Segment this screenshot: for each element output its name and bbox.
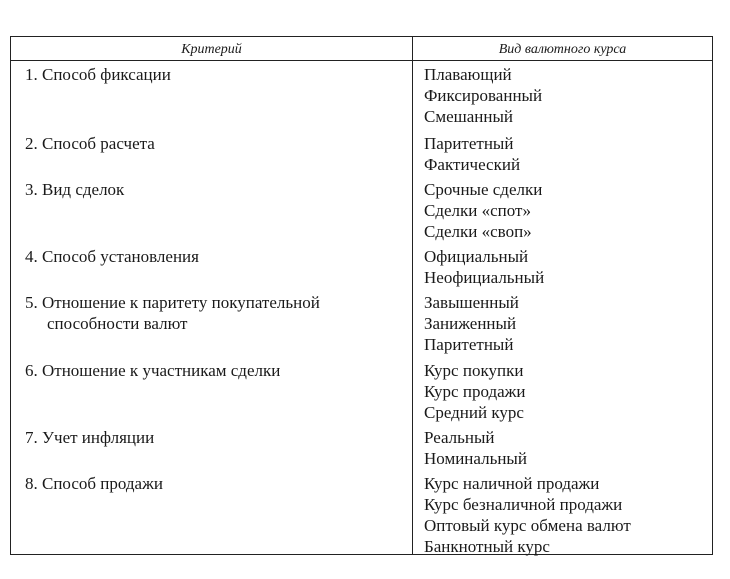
- rate-types-cell: [424, 64, 706, 127]
- header-divider: [11, 60, 712, 61]
- rate-types-cell: [424, 292, 706, 355]
- currency-rate-table: [10, 36, 713, 555]
- rate-type: Паритетный: [424, 134, 514, 153]
- criterion-cell: [25, 179, 407, 200]
- criterion-text: 2. Способ расчета: [25, 134, 155, 153]
- criterion-text: 8. Способ продажи: [25, 474, 163, 493]
- criterion-text: 6. Отношение к участникам сделки: [25, 361, 281, 380]
- rate-types-cell: [424, 360, 706, 423]
- rate-type: Курс продажи: [424, 382, 526, 401]
- criterion-cell: [25, 133, 407, 154]
- rate-types-cell: [424, 427, 706, 469]
- rate-type: Фактический: [424, 155, 521, 174]
- criterion-text-continued: способности валют: [47, 314, 188, 333]
- rate-type: Завышенный: [424, 293, 519, 312]
- rate-type: Банкнотный курс: [424, 537, 550, 556]
- rate-type: Фиксированный: [424, 86, 543, 105]
- criterion-text: 1. Способ фиксации: [25, 65, 171, 84]
- rate-types-cell: [424, 246, 706, 288]
- rate-type: Неофициальный: [424, 268, 545, 287]
- criterion-text: 4. Способ установления: [25, 247, 199, 266]
- criterion-text: 3. Вид сделок: [25, 180, 125, 199]
- header-rate-type: Вид валютного курса: [498, 42, 627, 57]
- criterion-cell: [25, 360, 407, 381]
- criterion-cell: [25, 64, 407, 85]
- rate-type: Средний курс: [424, 403, 524, 422]
- rate-type: Срочные сделки: [424, 180, 543, 199]
- rate-type: Сделки «своп»: [424, 222, 532, 241]
- rate-types-cell: [424, 179, 706, 242]
- criterion-text: 7. Учет инфляции: [25, 428, 155, 447]
- rate-type: Реальный: [424, 428, 495, 447]
- column-divider: [412, 37, 413, 554]
- rate-type: Заниженный: [424, 314, 517, 333]
- criterion-cell: [25, 246, 407, 267]
- rate-type: Сделки «спот»: [424, 201, 531, 220]
- rate-type: Курс безналичной продажи: [424, 495, 623, 514]
- rate-type: Плавающий: [424, 65, 512, 84]
- rate-type: Оптовый курс обмена валют: [424, 516, 631, 535]
- criterion-cell: [25, 473, 407, 494]
- criterion-text: 5. Отношение к паритету покупательной: [25, 293, 320, 312]
- criterion-cell: [25, 292, 407, 334]
- rate-type: Курс покупки: [424, 361, 524, 380]
- header-criterion: Критерий: [181, 42, 242, 57]
- rate-type: Смешанный: [424, 107, 513, 126]
- rate-type: Курс наличной продажи: [424, 474, 600, 493]
- rate-types-cell: [424, 473, 706, 557]
- rate-type: Паритетный: [424, 335, 514, 354]
- criterion-cell: [25, 427, 407, 448]
- rate-types-cell: [424, 133, 706, 175]
- rate-type: Официальный: [424, 247, 529, 266]
- rate-type: Номинальный: [424, 449, 527, 468]
